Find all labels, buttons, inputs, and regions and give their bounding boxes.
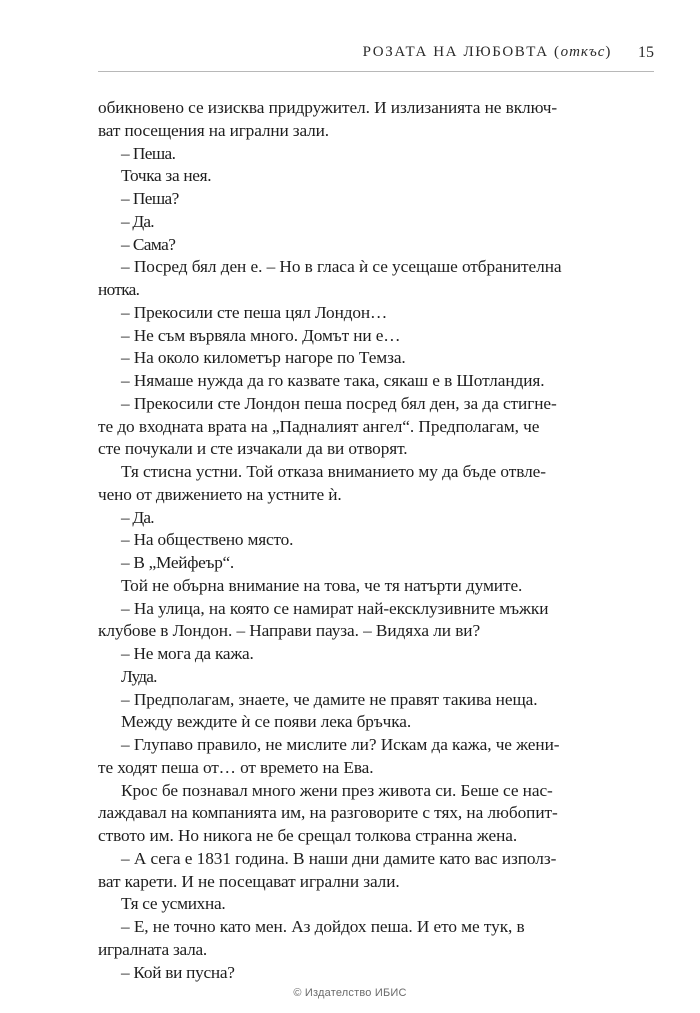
text-line: – На улица, на която се намират най-ексклузивните мъжки: [121, 598, 549, 618]
running-header-main: РОЗАТА НА ЛЮБОВТА (: [362, 44, 561, 60]
running-header-title: [0, 44, 612, 61]
publisher-footer: © Издателство ИБИС: [293, 987, 407, 999]
text-line: – Глупаво правило, не мислите ли? Искам да кажа, че жени-: [121, 735, 560, 754]
text-line: – Не мога да кажа.: [121, 644, 254, 663]
text-line: клубове в Лондон. – Направи пауза. – Видяха ли ви?: [98, 621, 481, 641]
text-line: Тя се усмихна.: [121, 894, 226, 914]
text-line: – Предполагам, знаете, че дамите не правят такива неща.: [121, 689, 538, 709]
running-header-close: ): [605, 44, 612, 60]
text-line: – В „Мейфеър“.: [121, 553, 234, 572]
text-line: Луда.: [121, 666, 157, 686]
text-line: лаждавал на компанията им, на разговорите с тях, на любопит-: [98, 803, 558, 823]
text-line: – Кой ви пусна?: [121, 962, 235, 982]
text-line: Между веждите ѝ се появи лека бръчка.: [121, 712, 412, 732]
text-line: – Пеша.: [121, 143, 176, 163]
text-line: – На около километър нагоре по Темза.: [121, 348, 406, 368]
text-line: – Нямаше нужда да го казвате така, сякаш е в Шотландия.: [121, 371, 545, 390]
text-line: игралната зала.: [98, 939, 207, 959]
text-line: – Не съм вървяла много. Домът ни е…: [121, 325, 401, 345]
text-line: – Прекосили сте Лондон пеша посред бял ден, за да стигне-: [121, 393, 557, 413]
text-line: обикновено се изисква придружител. И излизанията не включ-: [98, 98, 558, 117]
text-line: – Е, не точно като мен. Аз дойдох пеша. И ето ме тук, в: [121, 917, 525, 936]
text-line: те ходят пеша от… от времето на Ева.: [98, 757, 374, 777]
page-number: 15: [638, 44, 654, 61]
text-line: те до входната врата на „Падналият ангел“. Предполагам, че: [98, 416, 540, 436]
text-line: Тя стисна устни. Той отказа вниманието му да бъде отвле-: [121, 462, 546, 481]
text-line: – Прекосили сте пеша цял Лондон…: [121, 302, 388, 322]
text-line: нотка.: [98, 280, 140, 299]
text-line: – Сама?: [121, 234, 176, 254]
text-line: чено от движението на устните ѝ.: [98, 484, 342, 504]
body-text: [98, 97, 658, 984]
text-line: ството им. Но никога не бе срещал толкова странна жена.: [98, 826, 518, 845]
header-divider: [98, 71, 654, 72]
text-line: – Да.: [121, 507, 154, 527]
text-line: Точка за нея.: [121, 166, 212, 186]
text-line: ват карети. И не посещават игрални зали.: [98, 871, 400, 891]
running-header-italic: откъс: [560, 44, 606, 60]
text-line: Крос бе познавал много жени през живота си. Беше се нас-: [121, 780, 553, 800]
text-line: – На обществено място.: [121, 530, 294, 550]
text-line: – Посред бял ден е. – Но в гласа ѝ се усещаше отбранителна: [121, 257, 562, 277]
text-line: Той не обърна внимание на това, че тя натърти думите.: [121, 575, 523, 595]
text-line: ват посещения на игрални зали.: [98, 120, 329, 140]
text-line: – Пеша?: [121, 189, 179, 208]
text-line: – Да.: [121, 211, 154, 231]
text-line: – А сега е 1831 година. В наши дни дамите като вас използ-: [121, 848, 557, 868]
text-line: сте почукали и сте изчакали да ви отворят.: [98, 439, 408, 459]
